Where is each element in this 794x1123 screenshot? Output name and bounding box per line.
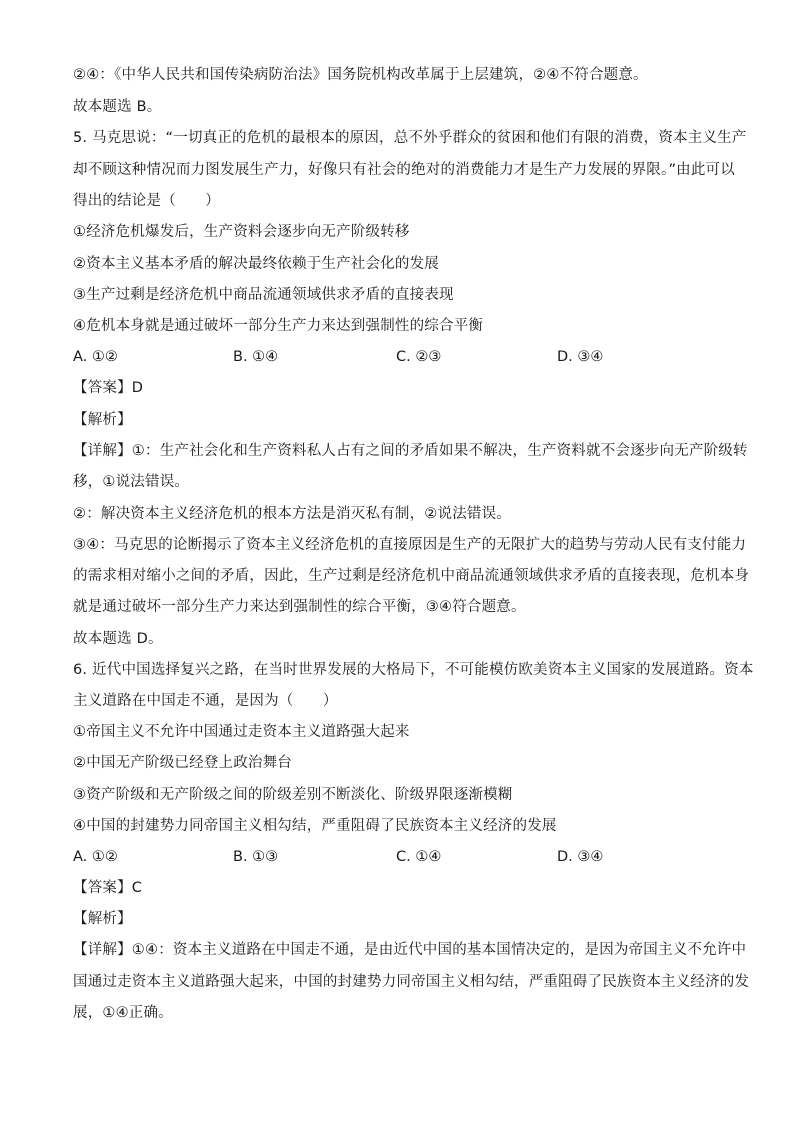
option-b: B. ①③ <box>233 849 279 865</box>
analysis-label: 【解析】 <box>73 412 132 428</box>
question-5-stem: 却不顾这种情况而力图发展生产力，好像只有社会的绝对的消费能力才是生产力发展的界限。”由此可以 <box>73 162 735 178</box>
question-5-stem: 得出的结论是（ ） <box>73 193 220 209</box>
analysis-label: 【解析】 <box>73 911 132 927</box>
detail-text: 展，①④正确。 <box>73 1005 173 1021</box>
question-6-stem: 6. 近代中国选择复兴之路，在当时世界发展的大格局下，不可能模仿欧美资本主义国家的发展道路。资本 <box>73 662 754 678</box>
option-a: A. ①② <box>73 349 118 365</box>
option-d: D. ③④ <box>557 349 604 365</box>
question-5-stem: 5. 马克思说：“一切真正的危机的最根本的原因，总不外乎群众的贫困和他们有限的消费，资本主义生产 <box>73 130 747 146</box>
option-b: B. ①④ <box>233 349 279 365</box>
detail-text: 移，①说法错误。 <box>73 474 190 490</box>
statement: ④中国的封建势力同帝国主义相勾结，严重阻碍了民族资本主义经济的发展 <box>73 818 557 834</box>
question-6-stem: 主义道路在中国走不通，是因为（ ） <box>73 693 338 709</box>
detail-text: ②：解决资本主义经济危机的根本方法是消灭私有制，②说法错误。 <box>73 506 511 522</box>
text-line: 故本题选 B。 <box>73 99 162 115</box>
statement: ②中国无产阶级已经登上政治舞台 <box>73 755 292 771</box>
text-line: 故本题选 D。 <box>73 631 163 647</box>
detail-text: 的需求相对缩小之间的矛盾，因此，生产过剩是经济危机中商品流通领域供求矛盾的直接表现，危机本身 <box>73 568 750 584</box>
statement: ②资本主义基本矛盾的解决最终依赖于生产社会化的发展 <box>73 256 439 272</box>
text-line: ②④：《中华人民共和国传染病防治法》国务院机构改革属于上层建筑，②④不符合题意。 <box>73 67 648 83</box>
detail-text: 就是通过破坏一部分生产力来达到强制性的综合平衡，③④符合题意。 <box>73 599 526 615</box>
statement: ①帝国主义不允许中国通过走资本主义道路强大起来 <box>73 724 410 740</box>
detail-text: 【详解】①④：资本主义道路在中国走不通，是由近代中国的基本国情决定的，是因为帝国主义不允许中 <box>73 942 747 958</box>
option-a: A. ①② <box>73 849 118 865</box>
option-c: C. ②③ <box>396 349 442 365</box>
statement: ③生产过剩是经济危机中商品流通领域供求矛盾的直接表现 <box>73 287 454 303</box>
statement: ③资产阶级和无产阶级之间的阶级差别不断淡化、阶级界限逐渐模糊 <box>73 787 513 803</box>
answer-label: 【答案】C <box>73 880 143 896</box>
detail-text: 【详解】①：生产社会化和生产资料私人占有之间的矛盾如果不解决，生产资料就不会逐步向无产阶级转 <box>73 443 748 459</box>
statement: ④危机本身就是通过破坏一部分生产力来达到强制性的综合平衡 <box>73 318 484 334</box>
detail-text: ③④：马克思的论断揭示了资本主义经济危机的直接原因是生产的无限扩大的趋势与劳动人民有支付能力 <box>73 537 747 553</box>
option-d: D. ③④ <box>557 849 604 865</box>
statement: ①经济危机爆发后，生产资料会逐步向无产阶级转移 <box>73 224 410 240</box>
option-c: C. ①④ <box>396 849 442 865</box>
detail-text: 国通过走资本主义道路强大起来，中国的封建势力同帝国主义相勾结，严重阻碍了民族资本主义经济的发 <box>73 974 750 990</box>
answer-label: 【答案】D <box>73 380 144 396</box>
